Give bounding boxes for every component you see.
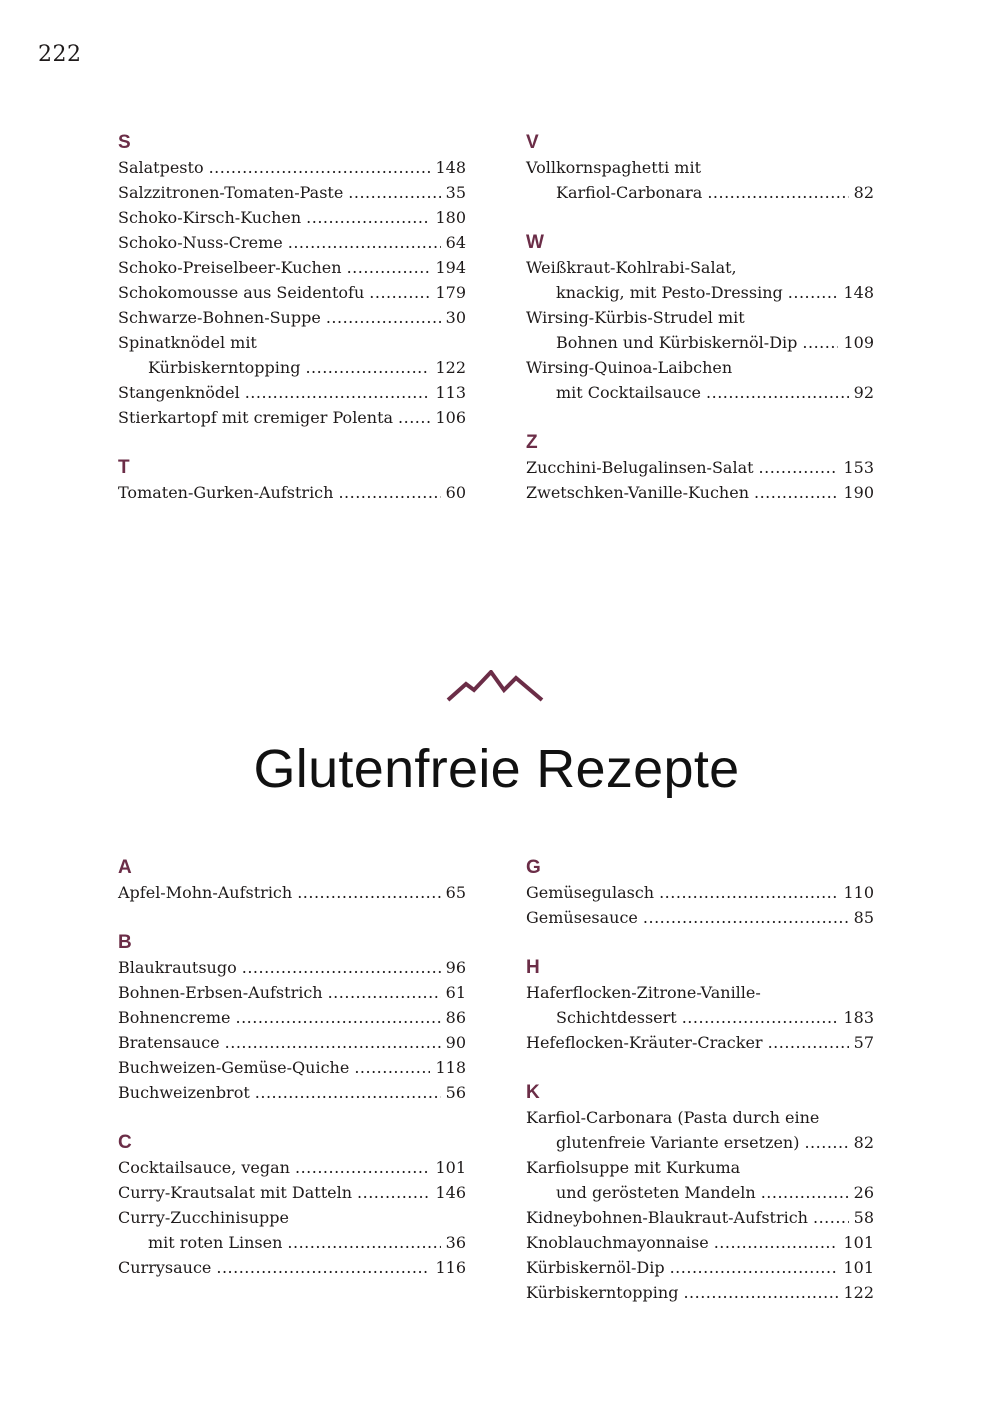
- leader-dots: [398, 405, 430, 430]
- index-page-number: 110: [843, 883, 874, 902]
- leader-dots: [643, 905, 849, 930]
- leader-dots: [297, 880, 440, 905]
- index-entry: [118, 980, 466, 1005]
- index-letter-group: [526, 855, 874, 930]
- index-entry-line: [118, 880, 466, 905]
- leader-dots: [813, 1205, 849, 1230]
- leader-dots: [306, 205, 430, 230]
- index-page-number: 56: [445, 1083, 466, 1102]
- index-entry-line: [118, 1005, 466, 1030]
- index-entry-title: Gemüsegulasch: [526, 883, 655, 902]
- index-page-number: 90: [445, 1033, 466, 1052]
- index-entry-title: Karfiolsuppe mit Kurkuma: [526, 1158, 741, 1177]
- index-entry-line: [526, 455, 874, 480]
- index-page-number: 96: [445, 958, 466, 977]
- index-entry-line: [526, 880, 874, 905]
- index-entry-title: Karfiol-Carbonara: [556, 183, 703, 202]
- index-letter-group: [526, 130, 874, 205]
- index-letter-group: [526, 1080, 874, 1305]
- index-entry-line: [526, 1130, 874, 1155]
- index-entry: [526, 1230, 874, 1255]
- index-entry: [526, 1030, 874, 1055]
- index-page-number: 180: [435, 208, 466, 227]
- index-entry-line: [526, 1155, 874, 1180]
- index-entry-title: Bohnencreme: [118, 1008, 231, 1027]
- index-column-top-left: [118, 130, 466, 530]
- index-entry: [118, 1055, 466, 1080]
- index-letter-group: [118, 455, 466, 505]
- index-entry-line: [118, 305, 466, 330]
- index-entry-line: [526, 1105, 874, 1130]
- index-page-number: 30: [445, 308, 466, 327]
- index-page-number: 26: [853, 1183, 874, 1202]
- leader-dots: [348, 180, 440, 205]
- index-letter-group: [526, 955, 874, 1055]
- index-page-number: 153: [843, 458, 874, 477]
- index-page-number: 194: [435, 258, 466, 277]
- index-entry-line: [118, 405, 466, 430]
- index-letter-heading: W: [526, 232, 544, 253]
- index-letter-heading: K: [526, 1082, 540, 1103]
- section-title: Glutenfreie Rezepte: [253, 739, 740, 799]
- index-entry: [118, 280, 466, 305]
- index-entry-title: Bohnen und Kürbiskernöl-Dip: [556, 333, 798, 352]
- index-page-number: 85: [853, 908, 874, 927]
- index-entry-title: Wirsing-Kürbis-Strudel mit: [526, 308, 745, 327]
- index-page-number: 35: [445, 183, 466, 202]
- index-entry: [118, 205, 466, 230]
- index-entry: [526, 1280, 874, 1305]
- index-entry: [118, 880, 466, 905]
- index-entry-title: Buchweizen-Gemüse-Quiche: [118, 1058, 350, 1077]
- index-entry: [526, 455, 874, 480]
- index-entry: [526, 1105, 874, 1155]
- index-entry-title: Knoblauchmayonnaise: [526, 1233, 709, 1252]
- index-column-bottom-right: [526, 855, 874, 1330]
- index-page-number: 118: [435, 1058, 466, 1077]
- leader-dots: [288, 230, 441, 255]
- index-entry-title: Schoko-Preiselbeer-Kuchen: [118, 258, 342, 277]
- index-entry-line: [526, 330, 874, 355]
- index-entry-line: [118, 1055, 466, 1080]
- leader-dots: [287, 1230, 440, 1255]
- index-letter-group: [118, 930, 466, 1105]
- index-entry-line: [526, 1230, 874, 1255]
- index-entry-title: Kürbiskerntopping: [526, 1283, 679, 1302]
- index-entry-title: glutenfreie Variante ersetzen): [556, 1133, 800, 1152]
- index-page-number: 82: [853, 1133, 874, 1152]
- index-page-number: 148: [435, 158, 466, 177]
- index-entry-line: [526, 1180, 874, 1205]
- index-page-number: 60: [445, 483, 466, 502]
- index-page-number: 113: [435, 383, 466, 402]
- leader-dots: [369, 280, 430, 305]
- index-entry: [118, 255, 466, 280]
- leader-dots: [683, 1280, 838, 1305]
- index-page-number: 65: [445, 883, 466, 902]
- index-entry-title: Salzzitronen-Tomaten-Paste: [118, 183, 344, 202]
- index-entry-title: Vollkornspaghetti mit: [526, 158, 702, 177]
- index-entry-title: Schoko-Nuss-Creme: [118, 233, 283, 252]
- leader-dots: [295, 1155, 430, 1180]
- index-page-number: 57: [853, 1033, 874, 1052]
- leader-dots: [802, 330, 838, 355]
- index-entry-line: [118, 330, 466, 355]
- leader-dots: [682, 1005, 839, 1030]
- index-entry: [118, 1155, 466, 1180]
- index-page-number: 148: [843, 283, 874, 302]
- index-entry: [526, 880, 874, 905]
- index-entry-title: Schokomousse aus Seidentofu: [118, 283, 365, 302]
- index-entry-line: [526, 180, 874, 205]
- index-entry-line: [118, 255, 466, 280]
- index-page-number: 86: [445, 1008, 466, 1027]
- index-entry-line: [118, 180, 466, 205]
- index-entry-line: [526, 1005, 874, 1030]
- index-page-number: 116: [435, 1258, 466, 1277]
- index-entry-line: [526, 1280, 874, 1305]
- index-entry: [118, 1030, 466, 1055]
- index-entry: [526, 905, 874, 930]
- index-entry-title: Wirsing-Quinoa-Laibchen: [526, 358, 733, 377]
- index-letter-heading: A: [118, 857, 132, 878]
- index-entry-line: [526, 155, 874, 180]
- index-entry: [118, 1080, 466, 1105]
- index-page-number: 101: [843, 1258, 874, 1277]
- leader-dots: [338, 480, 440, 505]
- index-page-number: 61: [445, 983, 466, 1002]
- index-column-top-right: [526, 130, 874, 530]
- leader-dots: [659, 880, 838, 905]
- index-entry-line: [118, 1205, 466, 1230]
- index-entry-title: knackig, mit Pesto-Dressing: [556, 283, 783, 302]
- index-entry: [526, 1155, 874, 1205]
- index-entry-line: [118, 480, 466, 505]
- leader-dots: [788, 280, 839, 305]
- index-column-bottom-left: [118, 855, 466, 1305]
- index-page-number: 106: [435, 408, 466, 427]
- index-entry-title: Apfel-Mohn-Aufstrich: [118, 883, 293, 902]
- leader-dots: [305, 355, 430, 380]
- index-entry-title: Schwarze-Bohnen-Suppe: [118, 308, 321, 327]
- index-entry-line: [118, 1180, 466, 1205]
- index-entry-line: [526, 280, 874, 305]
- index-entry: [526, 980, 874, 1030]
- index-entry-line: [526, 1030, 874, 1055]
- index-entry-line: [118, 280, 466, 305]
- index-entry-title: und gerösteten Mandeln: [556, 1183, 756, 1202]
- index-entry-title: Currysauce: [118, 1258, 212, 1277]
- index-page-number: 179: [435, 283, 466, 302]
- index-letter-group: [526, 430, 874, 505]
- index-page-number: 122: [843, 1283, 874, 1302]
- index-entry-title: Karfiol-Carbonara (Pasta durch eine: [526, 1108, 820, 1127]
- index-entry: [118, 480, 466, 505]
- leader-dots: [706, 380, 849, 405]
- index-page-number: 64: [445, 233, 466, 252]
- index-page-number: 109: [843, 333, 874, 352]
- index-letter-heading: V: [526, 132, 539, 153]
- index-entry-title: Spinatknödel mit: [118, 333, 257, 352]
- leader-dots: [242, 955, 441, 980]
- index-entry: [526, 480, 874, 505]
- index-letter-heading: B: [118, 932, 132, 953]
- index-entry-title: Schoko-Kirsch-Kuchen: [118, 208, 302, 227]
- index-page-number: 101: [843, 1233, 874, 1252]
- index-entry: [526, 1205, 874, 1230]
- index-letter-heading: Z: [526, 432, 538, 453]
- index-entry-line: [118, 955, 466, 980]
- index-page-number: 58: [853, 1208, 874, 1227]
- leader-dots: [347, 255, 431, 280]
- index-entry-line: [118, 205, 466, 230]
- index-entry-line: [118, 380, 466, 405]
- index-entry-line: [118, 1255, 466, 1280]
- index-entry-line: [526, 980, 874, 1005]
- index-entry: [118, 955, 466, 980]
- leader-dots: [759, 455, 839, 480]
- leader-dots: [209, 155, 431, 180]
- index-entry-line: [526, 305, 874, 330]
- index-page-number: 190: [843, 483, 874, 502]
- leader-dots: [245, 380, 431, 405]
- index-entry-title: Kidneybohnen-Blaukraut-Aufstrich: [526, 1208, 808, 1227]
- index-entry: [118, 1255, 466, 1280]
- index-entry-title: mit Cocktailsauce: [556, 383, 702, 402]
- index-entry-title: Blaukrautsugo: [118, 958, 237, 977]
- index-letter-heading: T: [118, 457, 130, 478]
- index-entry-line: [118, 1155, 466, 1180]
- index-entry-line: [526, 355, 874, 380]
- index-entry: [118, 1005, 466, 1030]
- index-letter-heading: G: [526, 857, 541, 878]
- index-letter-heading: C: [118, 1132, 132, 1153]
- index-entry: [526, 155, 874, 205]
- leader-dots: [326, 305, 441, 330]
- index-entry-title: Bohnen-Erbsen-Aufstrich: [118, 983, 323, 1002]
- index-page-number: 101: [435, 1158, 466, 1177]
- leader-dots: [216, 1255, 430, 1280]
- index-letter-heading: H: [526, 957, 540, 978]
- leader-dots: [670, 1255, 839, 1280]
- index-entry: [118, 330, 466, 380]
- index-entry-line: [118, 1230, 466, 1255]
- leader-dots: [768, 1030, 849, 1055]
- mountain-icon: [446, 670, 546, 702]
- index-entry: [526, 255, 874, 305]
- leader-dots: [707, 180, 848, 205]
- index-entry-title: Haferflocken-Zitrone-Vanille-: [526, 983, 761, 1002]
- index-entry-title: Cocktailsauce, vegan: [118, 1158, 290, 1177]
- index-letter-group: [526, 230, 874, 405]
- index-entry: [526, 305, 874, 355]
- index-entry-line: [118, 230, 466, 255]
- index-entry-line: [526, 905, 874, 930]
- index-entry-line: [118, 355, 466, 380]
- index-entry-title: Zwetschken-Vanille-Kuchen: [526, 483, 749, 502]
- index-entry: [526, 1255, 874, 1280]
- index-letter-group: [118, 1130, 466, 1280]
- index-page-number: 122: [435, 358, 466, 377]
- index-entry: [526, 355, 874, 405]
- index-entry-title: Salatpesto: [118, 158, 204, 177]
- index-entry-title: Curry-Zucchinisuppe: [118, 1208, 289, 1227]
- index-entry: [118, 1180, 466, 1205]
- index-entry-line: [118, 1080, 466, 1105]
- leader-dots: [357, 1180, 430, 1205]
- index-entry-title: Buchweizenbrot: [118, 1083, 250, 1102]
- leader-dots: [754, 480, 838, 505]
- leader-dots: [236, 1005, 441, 1030]
- index-entry-line: [526, 255, 874, 280]
- index-entry: [118, 380, 466, 405]
- index-entry: [118, 230, 466, 255]
- leader-dots: [354, 1055, 430, 1080]
- index-page-number: 82: [853, 183, 874, 202]
- index-entry: [118, 155, 466, 180]
- index-page-number: 92: [853, 383, 874, 402]
- index-page-number: 146: [435, 1183, 466, 1202]
- index-entry-title: Stierkartopf mit cremiger Polenta: [118, 408, 394, 427]
- index-entry-title: Weißkraut-Kohlrabi-Salat,: [526, 258, 737, 277]
- index-entry: [118, 405, 466, 430]
- index-entry-line: [526, 1205, 874, 1230]
- leader-dots: [225, 1030, 441, 1055]
- leader-dots: [761, 1180, 849, 1205]
- index-entry: [118, 180, 466, 205]
- index-entry-title: mit roten Linsen: [148, 1233, 283, 1252]
- index-entry-title: Zucchini-Belugalinsen-Salat: [526, 458, 754, 477]
- index-entry: [118, 305, 466, 330]
- index-entry-title: Kürbiskernöl-Dip: [526, 1258, 665, 1277]
- index-entry-title: Curry-Krautsalat mit Datteln: [118, 1183, 353, 1202]
- leader-dots: [714, 1230, 839, 1255]
- index-entry-title: Schichtdessert: [556, 1008, 677, 1027]
- index-entry-title: Kürbiskerntopping: [148, 358, 301, 377]
- index-page-number: 183: [843, 1008, 874, 1027]
- index-entry-title: Tomaten-Gurken-Aufstrich: [118, 483, 334, 502]
- index-entry: [118, 1205, 466, 1255]
- index-entry-line: [118, 980, 466, 1005]
- index-entry-line: [526, 480, 874, 505]
- page-number: 222: [38, 42, 82, 67]
- leader-dots: [804, 1130, 848, 1155]
- leader-dots: [255, 1080, 441, 1105]
- index-entry-line: [526, 380, 874, 405]
- index-entry-title: Stangenknödel: [118, 383, 240, 402]
- index-letter-group: [118, 130, 466, 430]
- index-entry-title: Bratensauce: [118, 1033, 220, 1052]
- index-letter-group: [118, 855, 466, 905]
- index-letter-heading: S: [118, 132, 131, 153]
- index-entry-title: Hefeflocken-Kräuter-Cracker: [526, 1033, 763, 1052]
- index-entry-line: [118, 155, 466, 180]
- index-entry-line: [118, 1030, 466, 1055]
- index-entry-line: [526, 1255, 874, 1280]
- index-page-number: 36: [445, 1233, 466, 1252]
- index-entry-title: Gemüsesauce: [526, 908, 638, 927]
- leader-dots: [328, 980, 441, 1005]
